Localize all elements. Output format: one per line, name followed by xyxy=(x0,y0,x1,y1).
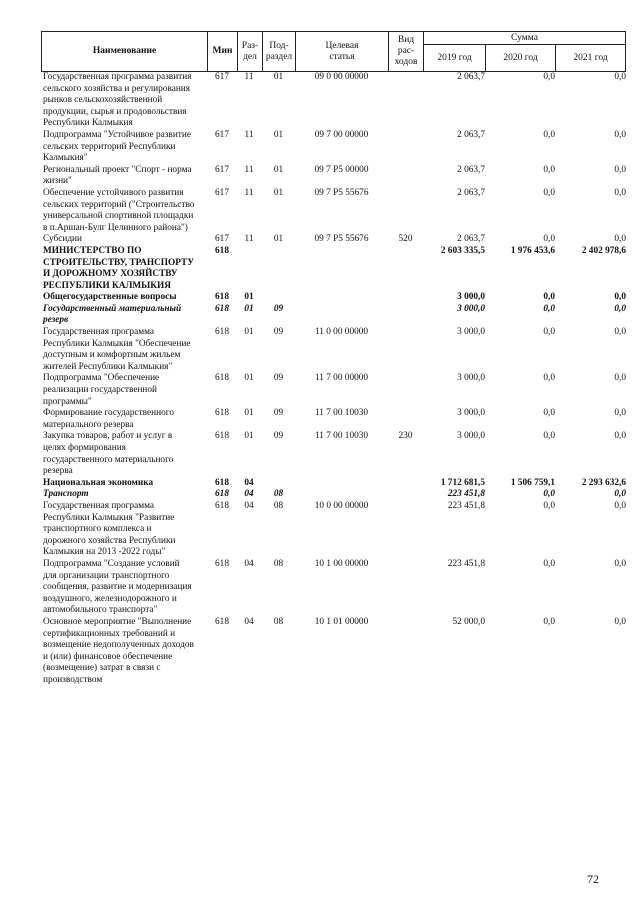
table-row xyxy=(41,617,626,687)
row-podr: 01 xyxy=(273,164,284,175)
page-number: 72 xyxy=(587,872,599,886)
row-name: Государственная программа Республики Калмыкия "Развитие транспортного комплекса и дорожного хозяйства Республики Калмыкия на 2013 -2022 годы" xyxy=(43,500,176,558)
row-s19: 223 451,8 xyxy=(447,500,485,511)
row-s19: 2 063,7 xyxy=(457,234,485,245)
table-row xyxy=(41,408,626,431)
table-row xyxy=(41,165,626,188)
row-min: 617 xyxy=(215,164,229,175)
row-s19: 2 063,7 xyxy=(457,164,485,175)
row-s21: 0,0 xyxy=(614,72,626,82)
row-razd: 11 xyxy=(244,234,254,245)
row-name: Национальная экономика xyxy=(43,477,154,488)
row-min: 617 xyxy=(215,187,229,198)
row-s21: 0,0 xyxy=(614,129,626,140)
row-razd: 01 xyxy=(244,431,254,442)
row-s20: 0,0 xyxy=(543,431,555,442)
row-razd: 04 xyxy=(244,489,254,500)
table-row xyxy=(41,292,626,304)
row-podr: 09 xyxy=(273,327,284,338)
row-s20: 0,0 xyxy=(543,408,555,419)
row-s21: 2 293 632,6 xyxy=(581,477,626,488)
row-min: 618 xyxy=(215,500,229,511)
table-row xyxy=(41,72,626,130)
row-name: Формирование государственного материального резерва xyxy=(43,408,174,430)
row-stat: 09 7 P5 55676 xyxy=(314,187,369,198)
row-s21: 0,0 xyxy=(614,234,626,245)
row-s19: 3 000,0 xyxy=(457,303,485,314)
row-s21: 0,0 xyxy=(614,558,626,569)
row-name: Общегосударственные вопросы xyxy=(43,292,177,303)
row-s20: 0,0 xyxy=(543,558,555,569)
row-s20: 0,0 xyxy=(543,187,555,198)
row-s20: 0,0 xyxy=(543,373,555,384)
row-s21: 0,0 xyxy=(614,327,626,338)
row-razd: 04 xyxy=(244,616,254,627)
row-s21: 0,0 xyxy=(614,373,626,384)
row-razd: 01 xyxy=(244,327,254,338)
header-name: Наименование xyxy=(41,31,208,72)
row-podr: 01 xyxy=(273,187,284,198)
row-min: 618 xyxy=(215,303,229,314)
row-razd: 01 xyxy=(244,373,254,384)
row-podr: 08 xyxy=(273,558,284,569)
header-podrazdel: Под- раздел xyxy=(262,31,296,72)
row-s19: 2 603 335,5 xyxy=(440,245,485,256)
row-razd: 01 xyxy=(244,303,254,314)
header-2019: 2019 год xyxy=(423,44,486,72)
table-row xyxy=(41,559,626,617)
row-s19: 52 000,0 xyxy=(452,616,485,627)
row-name: Подпрограмма "Устойчивое развитие сельских территорий Республики Калмыкия" xyxy=(43,129,191,164)
table-row xyxy=(41,304,626,327)
row-podr: 01 xyxy=(273,129,284,140)
row-name: Транспорт xyxy=(43,489,89,500)
row-s19: 223 451,8 xyxy=(447,558,485,569)
row-stat: 11 0 00 00000 xyxy=(314,327,369,338)
header-min: Мин xyxy=(207,31,238,72)
row-name: Закупка товаров, работ и услуг в целях формирования государственного материального резерва xyxy=(43,431,174,477)
table-row xyxy=(41,489,626,501)
row-stat: 11 7 00 10030 xyxy=(314,431,369,442)
row-s20: 0,0 xyxy=(543,327,555,338)
row-podr: 09 xyxy=(273,303,284,314)
row-stat: 10 1 01 00000 xyxy=(314,616,369,627)
row-min: 618 xyxy=(215,292,229,303)
row-s20: 0,0 xyxy=(543,164,555,175)
table-row xyxy=(41,188,626,234)
row-podr: 08 xyxy=(273,616,284,627)
row-s21: 0,0 xyxy=(614,431,626,442)
header-summa: Сумма xyxy=(423,31,626,45)
row-min: 618 xyxy=(215,408,229,419)
header-razdel: Раз- дел xyxy=(237,31,263,72)
row-s20: 0,0 xyxy=(543,234,555,245)
row-s21: 0,0 xyxy=(614,187,626,198)
row-s21: 0,0 xyxy=(614,303,626,314)
row-name: Основное мероприятие "Выполнение сертификационных требований и возмещение недополученных доходов и (или) финансовое обеспечение (возмещение) затрат в связи с производством xyxy=(43,616,194,685)
header-vid: Вид рас- ходов xyxy=(388,31,424,72)
row-s21: 0,0 xyxy=(614,408,626,419)
table-row xyxy=(41,501,626,559)
row-podr: 01 xyxy=(273,72,284,82)
row-stat: 09 7 P5 00000 xyxy=(314,164,369,175)
row-min: 618 xyxy=(215,373,229,384)
row-stat: 09 0 00 00000 xyxy=(314,72,369,82)
row-name: Государственная программа развития сельского хозяйства и регулирования рынков сельскохозяйственной продукции, сырья и продовольствия Республики Калмыкия xyxy=(43,72,192,129)
row-name: Государственная программа Республики Калмыкия "Обеспечение доступным и комфортным жильем жителей Республики Калмыкия" xyxy=(43,327,191,372)
row-s20: 0,0 xyxy=(543,303,555,314)
row-stat: 09 7 P5 55676 xyxy=(314,234,369,245)
row-min: 618 xyxy=(215,558,229,569)
row-min: 618 xyxy=(215,327,229,338)
row-min: 617 xyxy=(215,129,229,140)
row-s19: 1 712 681,5 xyxy=(440,477,485,488)
row-name: Региональный проект "Спорт - норма жизни" xyxy=(43,164,192,187)
row-s21: 0,0 xyxy=(614,616,626,627)
row-razd: 01 xyxy=(244,408,254,419)
table-row xyxy=(41,234,626,246)
row-s21: 2 402 978,6 xyxy=(581,245,626,256)
header-statya: Целевая статья xyxy=(295,31,389,72)
row-s20: 0,0 xyxy=(543,500,555,511)
row-razd: 11 xyxy=(244,187,254,198)
row-podr: 08 xyxy=(273,489,284,500)
row-min: 617 xyxy=(215,72,229,82)
row-s21: 0,0 xyxy=(614,500,626,511)
row-s20: 1 506 759,1 xyxy=(510,477,555,488)
row-razd: 04 xyxy=(244,477,254,488)
table-row xyxy=(41,246,626,292)
row-s21: 0,0 xyxy=(614,489,626,500)
row-s20: 0,0 xyxy=(543,489,555,500)
table-row xyxy=(41,478,626,490)
row-min: 617 xyxy=(215,234,229,245)
row-s19: 223 451,8 xyxy=(447,489,485,500)
row-s20: 0,0 xyxy=(543,292,555,303)
table-body xyxy=(41,72,626,686)
table-row xyxy=(41,373,626,408)
row-s21: 0,0 xyxy=(614,164,626,175)
row-razd: 11 xyxy=(244,72,254,82)
row-name: Подпрограмма "Создание условий для организации транспортного сообщения, развитие и модернизация воздушного, железнодорожного и автомобильного транспорта" xyxy=(43,558,192,616)
row-s19: 3 000,0 xyxy=(457,431,485,442)
row-podr: 01 xyxy=(273,234,284,245)
header-2021: 2021 год xyxy=(555,44,626,72)
row-podr: 08 xyxy=(273,500,284,511)
row-stat: 10 0 00 00000 xyxy=(314,500,369,511)
row-s19: 2 063,7 xyxy=(457,129,485,140)
row-min: 618 xyxy=(215,616,229,627)
row-razd: 04 xyxy=(244,558,254,569)
row-s19: 3 000,0 xyxy=(457,292,485,303)
row-min: 618 xyxy=(215,245,229,256)
row-podr: 09 xyxy=(273,408,284,419)
row-name: Государственный материальный резерв xyxy=(43,303,182,326)
row-razd: 11 xyxy=(244,164,254,175)
row-razd: 04 xyxy=(244,500,254,511)
row-s19: 3 000,0 xyxy=(457,408,485,419)
row-s19: 2 063,7 xyxy=(457,187,485,198)
row-min: 618 xyxy=(215,477,229,488)
row-stat: 10 1 00 00000 xyxy=(314,558,369,569)
row-stat: 11 7 00 00000 xyxy=(314,373,369,384)
table-row xyxy=(41,327,626,373)
table-header xyxy=(41,31,626,72)
row-razd: 11 xyxy=(244,129,254,140)
row-name: Субсидии xyxy=(43,234,83,245)
row-podr: 09 xyxy=(273,373,284,384)
row-podr: 09 xyxy=(273,431,284,442)
row-vid: 520 xyxy=(398,234,413,245)
row-s20: 0,0 xyxy=(543,616,555,627)
row-s21: 0,0 xyxy=(614,292,626,303)
table-row xyxy=(41,130,626,165)
row-s19: 3 000,0 xyxy=(457,373,485,384)
row-s20: 1 976 453,6 xyxy=(510,245,555,256)
row-name: Подпрограмма "Обеспечение реализации государственной программы" xyxy=(43,373,160,407)
row-stat: 09 7 00 00000 xyxy=(314,129,369,140)
header-2020: 2020 год xyxy=(485,44,556,72)
row-name: МИНИСТЕРСТВО ПО СТРОИТЕЛЬСТВУ, ТРАНСПОРТУ И ДОРОЖНОМУ ХОЗЯЙСТВУ РЕСПУБЛИКИ КАЛМЫКИЯ xyxy=(43,245,195,291)
row-s19: 2 063,7 xyxy=(457,72,485,82)
row-s19: 3 000,0 xyxy=(457,327,485,338)
row-razd: 01 xyxy=(244,292,254,303)
row-stat: 11 7 00 10030 xyxy=(314,408,369,419)
row-min: 618 xyxy=(215,431,229,442)
table-row xyxy=(41,431,626,477)
row-min: 618 xyxy=(215,489,229,500)
row-s20: 0,0 xyxy=(543,129,555,140)
row-name: Обеспечение устойчивого развития сельских территорий ("Строительство универсальной спортивной площадки в п.Аршан-Булг Целинного района") xyxy=(43,187,195,233)
row-s20: 0,0 xyxy=(543,72,555,82)
row-vid: 230 xyxy=(398,431,413,442)
